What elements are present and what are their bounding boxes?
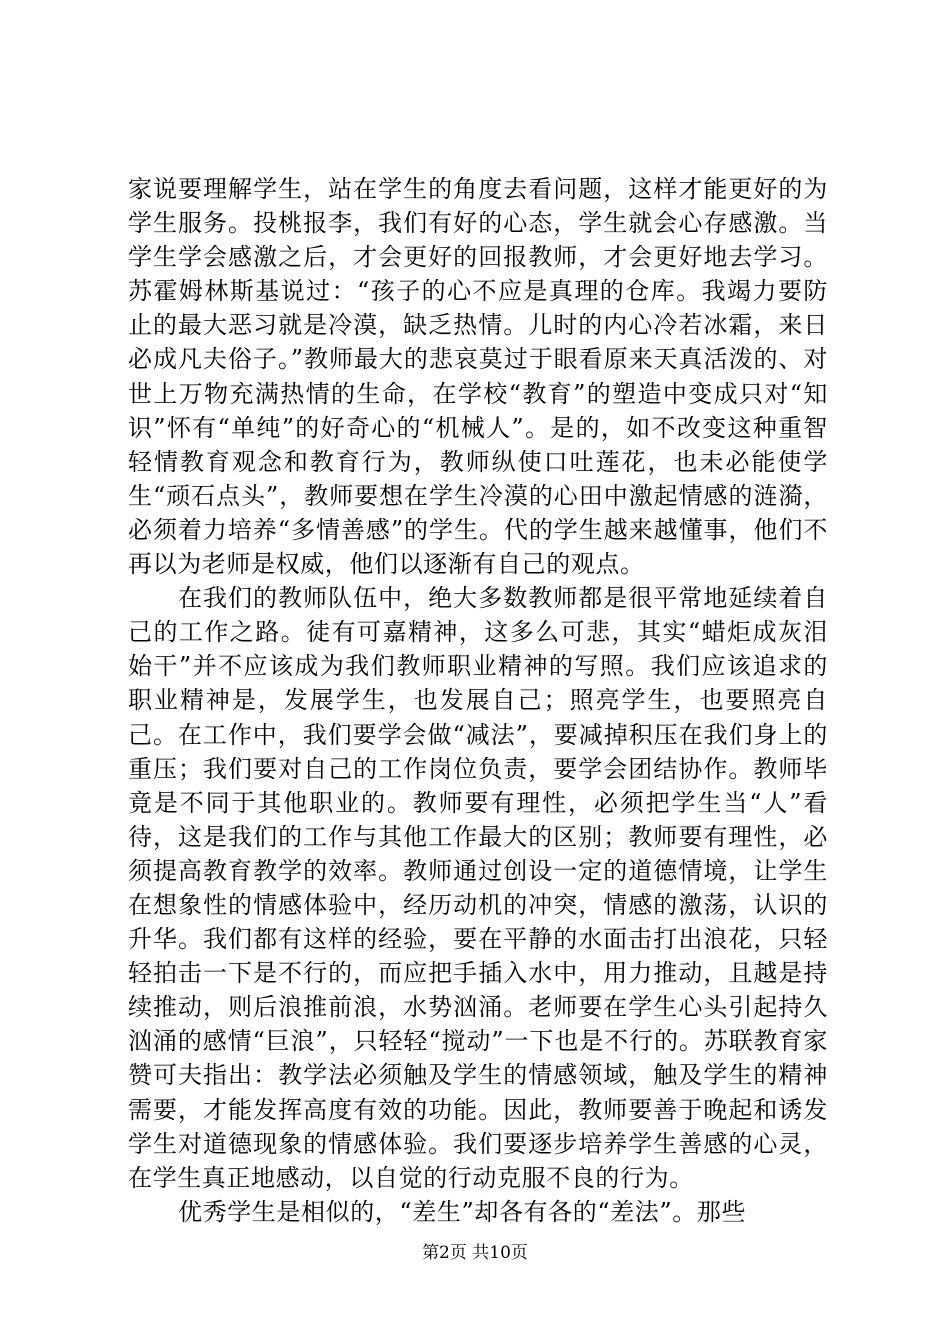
- paragraph-1: 家说要理解学生，站在学生的角度去看问题，这样才能更好的为学生服务。投桃报李，我们有好的心态，学生就会心存感激。当学生学会感激之后，才会更好的回报教师，才会更好地去学习。苏霍姆林斯基说过：“孩子的心不应是真理的仓库。我竭力要防止的最大恶习就是冷漠，缺乏热情。儿时的内心冷若冰霜，来日必成凡夫俗子。”教师最大的悲哀莫过于眼看原来天真活泼的、对世上万物充满热情的生命，在学校“教育”的塑造中变成只对“知识”怀有“单纯”的好奇心的“机械人”。是的，如不改变这种重智轻情教育观念和教育行为，教师纵使口吐莲花，也未必能使学生“顽石点头”，教师要想在学生冷漠的心田中激起情感的涟漪，必须着力培养“多情善感”的学生。代的学生越来越懂事，他们不再以为老师是权威，他们以逐渐有自己的观点。: [128, 175, 828, 579]
- paragraph-3: 优秀学生是相似的，“差生”却各有各的“差法”。那些: [178, 1197, 747, 1226]
- page-number-label: 第2页 共10页: [422, 1243, 528, 1263]
- paragraph-2: 在我们的教师队伍中，绝大多数教师都是很平常地延续着自己的工作之路。徒有可嘉精神，这多么可悲，其实“蜡炬成灰泪始干”并不应该成为我们教师职业精神的写照。我们应该追求的职业精神是，发展学生，也发展自己；照亮学生，也要照亮自己。在工作中，我们要学会做“减法”，要减掉积压在我们身上的重压；我们要对自己的工作岗位负责，要学会团结协作。教师毕竟是不同于其他职业的。教师要有理性，必须把学生当“人”看待，这是我们的工作与其他工作最大的区别；教师要有理性，必须提高教育教学的效率。教师通过创设一定的道德情境，让学生在想象性的情感体验中，经历动机的冲突，情感的激荡，认识的升华。我们都有这样的经验，要在平静的水面击打出浪花，只轻轻拍击一下是不行的，而应把手插入水中，用力推动，且越是持续推动，则后浪推前浪，水势汹涌。老师要在学生心头引起持久汹涌的感情“巨浪”，只轻轻“搅动”一下也是不行的。苏联教育家赞可夫指出：教学法必须触及学生的情感领域，触及学生的精神需要，才能发挥高度有效的功能。因此，教师要善于晚起和诱发学生对道德现象的情感体验。我们要逐步培养学生善感的心灵，在学生真正地感动，以自觉的行动克服不良的行为。: [128, 584, 828, 1192]
- body-text: [128, 172, 828, 1229]
- page-footer: [0, 1242, 950, 1264]
